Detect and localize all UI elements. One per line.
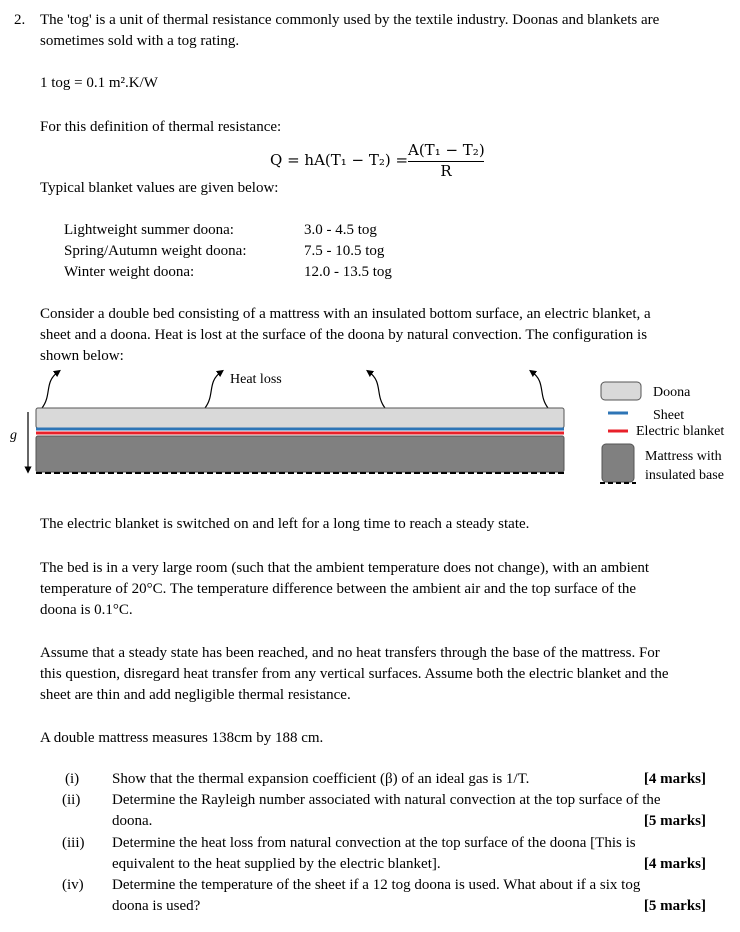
part-text: doona.: [112, 813, 153, 829]
part-text: Determine the heat loss from natural convection at the top surface of the doona [This is: [112, 835, 636, 851]
part-text: Show that the thermal expansion coefficient (β) of an ideal gas is 1/T.: [112, 771, 530, 787]
config-line-3: shown below:: [40, 348, 124, 364]
heat-loss-label: Heat loss: [230, 372, 282, 387]
part-label: (iii): [62, 835, 85, 851]
part-marks: [5 marks]: [643, 813, 706, 829]
config-line-2: sheet and a doona. Heat is lost at the surface of the doona by natural convection. The configuration is: [40, 327, 648, 343]
part-text: Determine the Rayleigh number associated with natural convection at the top surface of the: [112, 792, 661, 808]
heat-loss-arrow: [205, 372, 221, 408]
legend-mattress-label: insulated base: [645, 468, 724, 483]
typical-label: Typical blanket values are given below:: [40, 180, 279, 196]
paragraph-assume-line: sheet are thin and add negligible thermal resistance.: [40, 687, 351, 703]
part-label: (i): [65, 771, 80, 787]
table-value: 3.0 - 4.5 tog: [304, 222, 377, 238]
question-number: 2.: [14, 12, 26, 28]
doona-layer: [36, 408, 564, 428]
equation-lhs: Q = hA(T₁ − T₂) =: [270, 151, 409, 169]
definition-label: For this definition of thermal resistance:: [40, 119, 282, 135]
heat-loss-arrow: [532, 372, 548, 408]
legend-sheet-label: Sheet: [653, 408, 685, 423]
intro-line-2: sometimes sold with a tog rating.: [40, 33, 240, 49]
bed-diagram: [0, 360, 740, 495]
equation-denominator: R: [440, 162, 452, 180]
part-text: equivalent to the heat supplied by the electric blanket].: [112, 856, 441, 872]
legend-blanket-label: Electric blanket: [636, 424, 725, 439]
paragraph-room-line: doona is 0.1°C.: [40, 602, 133, 618]
table-value: 7.5 - 10.5 tog: [304, 243, 385, 259]
legend-doona-swatch: [601, 382, 641, 400]
table-type: Winter weight doona:: [64, 264, 195, 280]
heat-loss-arrow: [369, 372, 385, 408]
paragraph-mattress-size: A double mattress measures 138cm by 188 cm.: [40, 730, 324, 746]
part-label: (ii): [62, 792, 81, 808]
table-value: 12.0 - 13.5 tog: [304, 264, 392, 280]
legend-mattress-label: Mattress with: [645, 449, 722, 464]
paragraph-steady-state: The electric blanket is switched on and left for a long time to reach a steady state.: [40, 516, 530, 532]
part-text: Determine the temperature of the sheet if a 12 tog doona is used. What about if a six tog: [112, 877, 641, 893]
mattress-layer: [36, 436, 564, 472]
heat-loss-arrow: [42, 372, 58, 408]
paragraph-assume-line: this question, disregard heat transfer from any vertical surfaces. Assume both the electric blanket and the: [40, 666, 669, 682]
config-line-1: Consider a double bed consisting of a mattress with an insulated bottom surface, an electric blanket, a: [40, 306, 651, 322]
paragraph-assume-line: Assume that a steady state has been reached, and no heat transfers through the base of the mattress. For: [40, 645, 660, 661]
part-marks: [4 marks]: [643, 856, 706, 872]
part-text: doona is used?: [112, 898, 201, 914]
intro-line-1: The 'tog' is a unit of thermal resistance commonly used by the textile industry. Doonas and blankets are: [40, 12, 660, 28]
paragraph-room-line: The bed is in a very large room (such that the ambient temperature does not change), with an ambient: [40, 560, 650, 576]
equation-numerator: A(T₁ − T₂): [408, 141, 485, 159]
gravity-label: g: [10, 428, 17, 443]
part-marks: [4 marks]: [643, 771, 706, 787]
paragraph-room-line: temperature of 20°C. The temperature difference between the ambient air and the top surface of the: [40, 581, 637, 597]
table-type: Lightweight summer doona:: [64, 222, 234, 238]
table-type: Spring/Autumn weight doona:: [64, 243, 247, 259]
tog-definition: 1 tog = 0.1 m².K/W: [40, 75, 158, 91]
part-marks: [5 marks]: [643, 898, 706, 914]
legend-doona-label: Doona: [653, 385, 691, 400]
part-label: (iv): [62, 877, 84, 893]
legend-mattress-swatch: [602, 444, 634, 482]
